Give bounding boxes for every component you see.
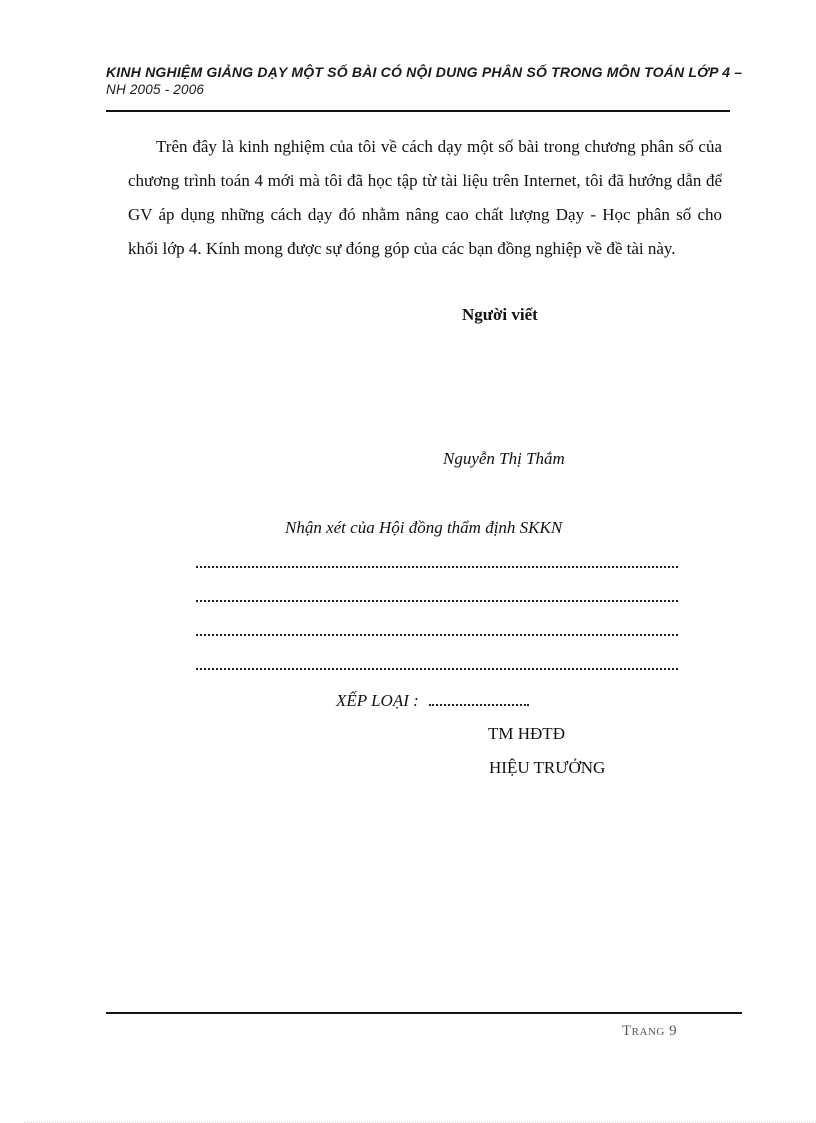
rank-label: XẾP LOẠI : (336, 691, 419, 710)
review-dotted-line (196, 600, 678, 602)
author-label: Người viết (462, 305, 538, 324)
header-divider (106, 110, 730, 112)
footer-divider (106, 1012, 742, 1014)
review-dotted-line (196, 634, 678, 636)
body-paragraph: Trên đây là kinh nghiệm của tôi về cách dạy một số bài trong chương phân số của chương trình toán 4 mới mà tôi đã học tập từ tài liệu trên Internet, tôi đã hướng dẫn để GV áp dụng những cách dạy đó nhằm nâng cao chất lượng Dạy - Học phân số cho khối lớp 4. Kính mong được sự đóng góp của các bạn đồng nghiệp về đề tài này. (128, 137, 722, 258)
author-name: Nguyễn Thị Thắm (443, 449, 565, 468)
review-dotted-line (196, 566, 678, 568)
rank-dotted-blank (429, 704, 529, 706)
page-header (106, 64, 743, 97)
signer-line-2: HIỆU TRƯỞNG (489, 758, 606, 777)
body-paragraph-container (128, 130, 722, 266)
rank-line (336, 691, 529, 711)
header-title: KINH NGHIỆM GIẢNG DẠY MỘT SỐ BÀI CÓ NỘI DUNG PHÂN SỐ TRONG MÔN TOÁN LỚP 4 – (106, 64, 743, 80)
review-dotted-line (196, 668, 678, 670)
header-subtitle: NH 2005 - 2006 (106, 82, 205, 97)
signer-line-1: TM HĐTĐ (488, 724, 565, 743)
review-title: Nhận xét của Hội đồng thẩm định SKKN (285, 518, 563, 537)
page-number: Trang 9 (622, 1023, 678, 1039)
